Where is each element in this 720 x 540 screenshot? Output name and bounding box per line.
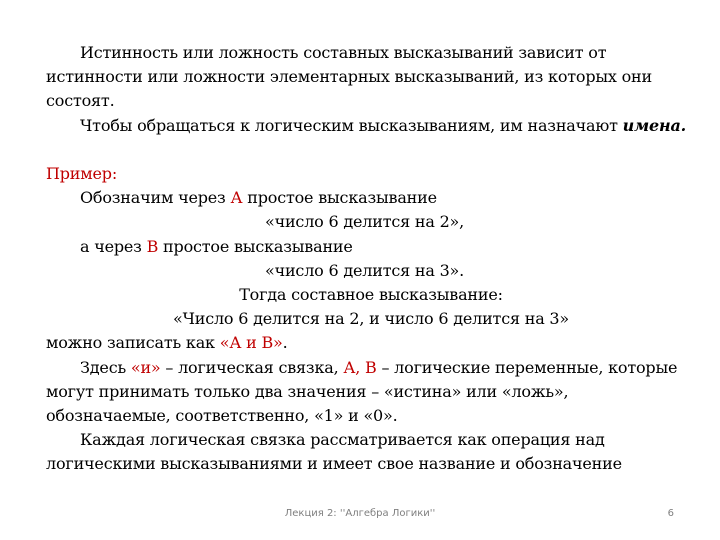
paragraph-line: логическими высказываниями и имеет свое название и обозначение bbox=[46, 454, 622, 474]
text-span: Обозначим через bbox=[80, 188, 231, 208]
paragraph-line bbox=[46, 235, 696, 259]
paragraph-line: могут принимать только два значения – «истина» или «ложь», bbox=[46, 381, 569, 401]
connective: «и» bbox=[130, 357, 161, 377]
paragraph-line: Тогда составное высказывание: bbox=[239, 285, 503, 305]
text-span: простое высказывание bbox=[158, 236, 353, 256]
page-number: 6 bbox=[667, 508, 674, 519]
expression: «А и В» bbox=[219, 333, 283, 353]
quote-line: «число 6 делится на 2», bbox=[265, 212, 465, 232]
text-span: – логические переменные, которые bbox=[376, 357, 678, 377]
footer-lecture-title: Лекция 2: ''Алгебра Логики'' bbox=[284, 508, 436, 519]
text-span: можно записать как bbox=[46, 333, 220, 353]
text-span: а через bbox=[80, 236, 147, 256]
text-span: Чтобы обращаться к логическим высказываниям, им назначают bbox=[80, 115, 623, 135]
variable-a: А bbox=[230, 188, 243, 208]
emphasis-text: имена. bbox=[622, 115, 687, 135]
quote-line: «число 6 делится на 3». bbox=[265, 260, 465, 280]
blank-line bbox=[46, 138, 696, 162]
text-span: . bbox=[282, 333, 288, 353]
quote-line: «Число 6 делится на 2, и число 6 делится на 3» bbox=[172, 309, 569, 329]
text-span: простое высказывание bbox=[242, 188, 437, 208]
example-label: Пример: bbox=[46, 164, 118, 183]
paragraph-line bbox=[46, 186, 696, 210]
paragraph-line: обозначаемые, соответственно, «1» и «0». bbox=[46, 406, 398, 426]
variable-b: В bbox=[146, 236, 159, 256]
variables: А, В bbox=[343, 357, 377, 377]
text-span: Здесь bbox=[80, 357, 131, 377]
paragraph-line: состоят. bbox=[46, 91, 115, 111]
paragraph-line bbox=[46, 331, 696, 355]
slide-body bbox=[46, 41, 696, 477]
paragraph-line: истинности или ложности элементарных высказываний, из которых они bbox=[46, 67, 652, 87]
paragraph-line bbox=[46, 114, 696, 138]
paragraph-line: Истинность или ложность составных высказываний зависит от bbox=[80, 43, 607, 62]
paragraph-line bbox=[46, 356, 696, 380]
paragraph-line: Каждая логическая связка рассматривается как операция над bbox=[80, 430, 605, 450]
text-span: – логическая связка, bbox=[160, 357, 344, 377]
